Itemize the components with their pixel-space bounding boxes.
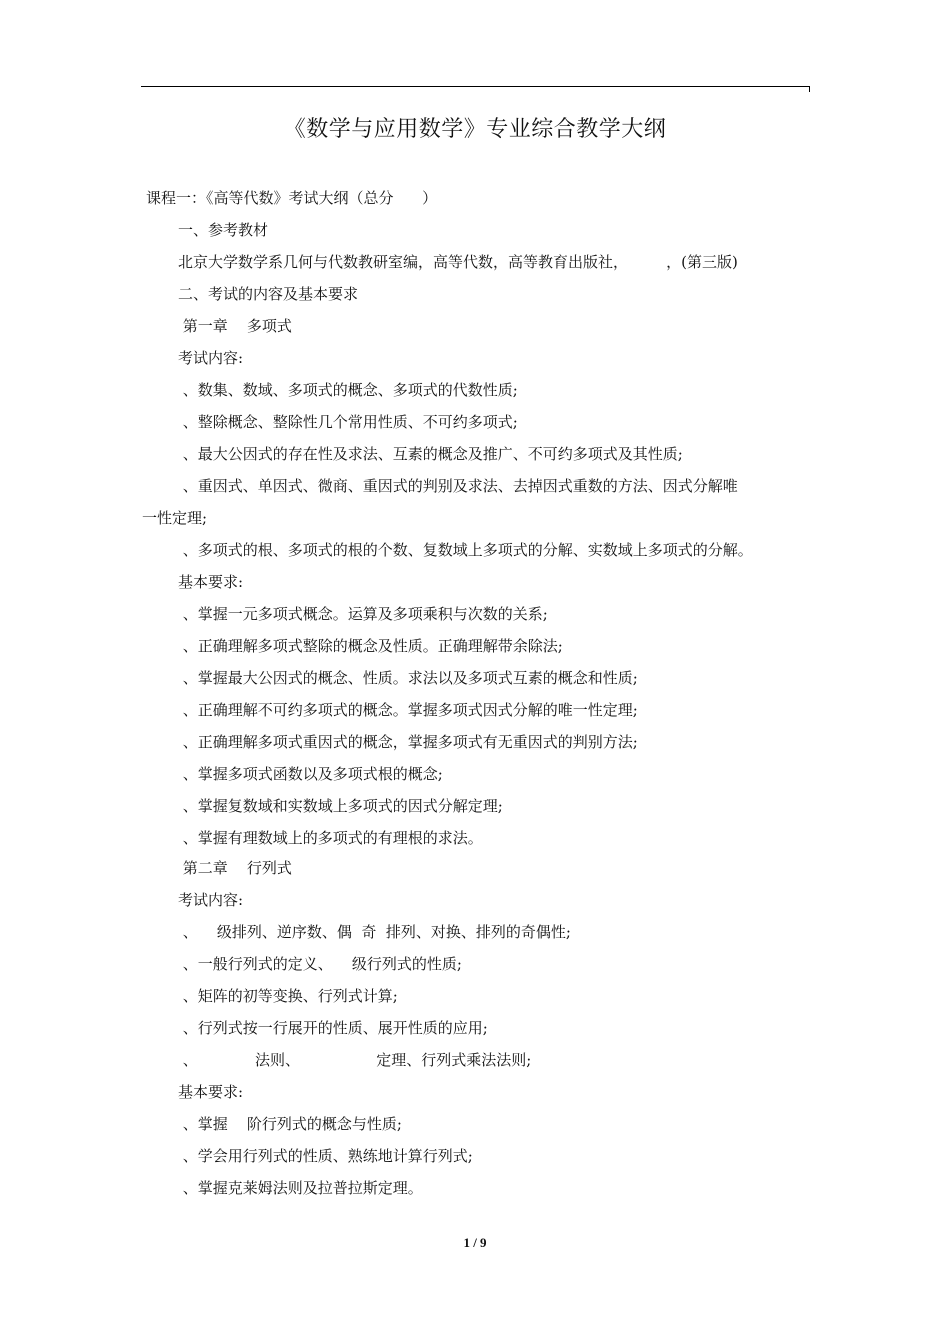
list-item: 、 法则、 定理、行列式乘法法则;: [178, 1051, 532, 1069]
list-item-continuation: 一性定理;: [142, 509, 208, 527]
list-item: 、掌握 阶行列式的概念与性质;: [178, 1115, 402, 1133]
section-heading: 一、参考教材: [178, 221, 269, 239]
page-title: 《数学与应用数学》专业综合教学大纲: [283, 117, 667, 142]
list-item: 、 级排列、逆序数、偶 奇 排列、对换、排列的奇偶性;: [178, 923, 571, 941]
list-item: 、数集、数域、多项式的概念、多项式的代数性质;: [178, 381, 518, 399]
list-item: 、掌握克莱姆法则及拉普拉斯定理。: [178, 1179, 423, 1197]
list-item: 、正确理解不可约多项式的概念。掌握多项式因式分解的唯一性定理;: [178, 701, 638, 719]
section-heading: 二、考试的内容及基本要求: [178, 285, 359, 303]
list-item: 、最大公因式的存在性及求法、互素的概念及推广、不可约多项式及其性质;: [178, 445, 683, 463]
list-item: 、掌握多项式函数以及多项式根的概念;: [178, 765, 443, 783]
list-item: 、掌握一元多项式概念。运算及多项乘积与次数的关系;: [178, 605, 548, 623]
subsection-label: 考试内容:: [178, 891, 244, 909]
list-item: 、整除概念、整除性几个常用性质、不可约多项式;: [178, 413, 518, 431]
header-rule-tick: [809, 86, 810, 92]
list-item: 、掌握复数域和实数域上多项式的因式分解定理;: [178, 797, 503, 815]
subsection-label: 基本要求:: [178, 1083, 244, 1101]
course-heading: 课程一：《高等代数》考试大纲（总分 ）: [146, 189, 438, 207]
header-rule: [141, 86, 810, 87]
list-item: 、一般行列式的定义、 级行列式的性质;: [178, 955, 462, 973]
chapter-heading: 第一章 多项式: [178, 317, 292, 335]
list-item: 、矩阵的初等变换、行列式计算;: [178, 987, 398, 1005]
subsection-label: 考试内容:: [178, 349, 244, 367]
subsection-label: 基本要求:: [178, 573, 244, 591]
list-item: 、行列式按一行展开的性质、展开性质的应用;: [178, 1019, 488, 1037]
list-item: 、掌握有理数域上的多项式的有理根的求法。: [178, 829, 483, 847]
list-item: 、学会用行列式的性质、熟练地计算行列式;: [178, 1147, 473, 1165]
list-item: 、正确理解多项式整除的概念及性质。正确理解带余除法;: [178, 637, 563, 655]
list-item: 、多项式的根、多项式的根的个数、复数域上多项式的分解、实数域上多项式的分解。: [178, 541, 753, 559]
paragraph: 北京大学数学系几何与代数教研室编，高等代数，高等教育出版社， ，(第三版): [178, 253, 738, 271]
list-item: 、掌握最大公因式的概念、性质。求法以及多项式互素的概念和性质;: [178, 669, 638, 687]
chapter-heading: 第二章 行列式: [178, 859, 292, 877]
list-item: 、重因式、单因式、微商、重因式的判别及求法、去掉因式重数的方法、因式分解唯: [178, 477, 738, 495]
list-item: 、正确理解多项式重因式的概念，掌握多项式有无重因式的判别方法;: [178, 733, 638, 751]
page-number: 1 / 9: [463, 1235, 487, 1250]
